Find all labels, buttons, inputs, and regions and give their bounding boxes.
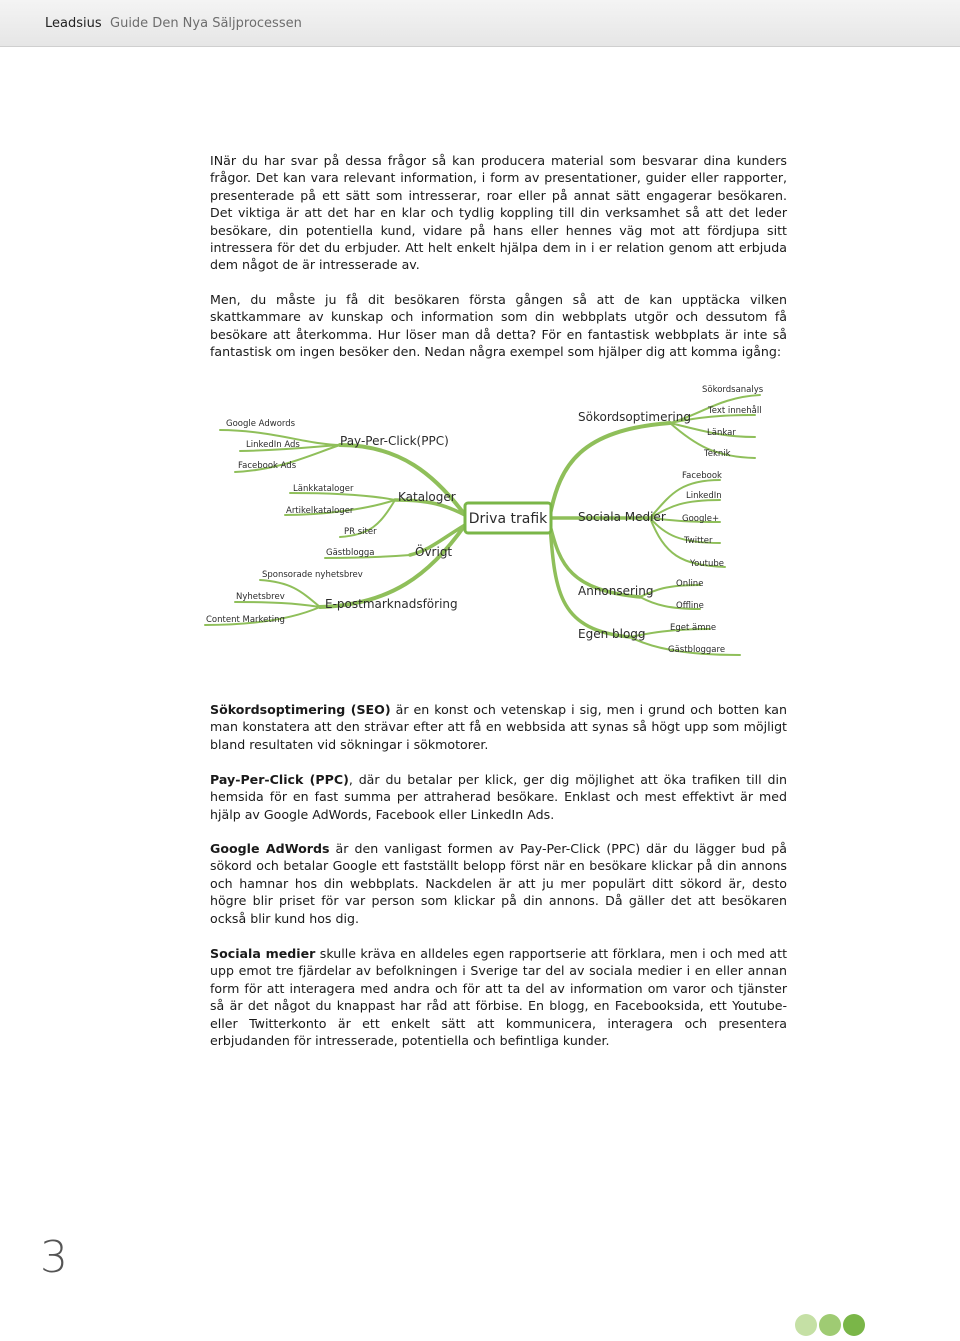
leaf-sponsorade: Sponsorade nyhetsbrev	[262, 570, 363, 580]
leaf-content-marketing: Content Marketing	[206, 615, 285, 625]
dot-dark-icon	[843, 1314, 865, 1336]
leaf-twitter: Twitter	[684, 536, 713, 546]
section-body: skulle kräva en alldeles egen rapportserie att förklara, men i och med att upp emot tre fjärdelar av befolkningen i Sverige tar del av sociala medier i en eller annan form för att interagera med andra och för att ta del av information om varor och tjänster så är det något du knappast har råd att förbise. En blogg, en Facebooksida, ett Youtube- eller Twitterkonto är ett enkelt sätt att kommunicera, interagera och presentera erbjudanden för intresserade, potentiella och befintliga kunder.	[210, 946, 788, 1049]
leaf-lankkataloger: Länkkataloger	[293, 484, 354, 494]
branch-ovrigt: Övrigt	[415, 545, 453, 559]
leaf-teknik: Teknik	[704, 449, 731, 459]
intro-paragraph-1: INär du har svar på dessa frågor så kan producera material som besvarar dina kunders frågor. Det kan vara relevant information, i form av presentationer, guider eller rapporter, presenterade på ett sätt som intresserar, roar eller på annat sätt engagerar besökaren. Det viktiga är att det har en klar och tydlig koppling till din verksamhet så att det leder besökare, din potentiella kund, vidare på hans eller hennes väg mot att fördjupa sitt intressera för det du erbjuder. Att helt enkelt hjälpa dem in i er relation genom att erbjuda dem något de är intresserade av.	[210, 153, 787, 273]
leaf-lankar: Länkar	[707, 428, 736, 438]
branch-annonsering: Annonsering	[578, 584, 654, 598]
branch-kataloger: Kataloger	[398, 490, 456, 504]
section-seo	[210, 701, 787, 753]
branch-blogg: Egen blogg	[578, 627, 646, 641]
section-adwords	[210, 840, 787, 927]
branch-sociala: Sociala Medier	[578, 510, 666, 524]
leaf-gastblogga: Gästblogga	[326, 548, 375, 558]
branch-seo: Sökordsoptimering	[578, 410, 691, 424]
mind-map	[200, 375, 780, 665]
leaf-offline: Offline	[676, 601, 704, 611]
section-ppc	[210, 771, 787, 823]
leaf-pr-siter: PR siter	[344, 527, 377, 537]
leaf-sokordsanalys: Sökordsanalys	[702, 385, 764, 395]
section-term: Sökordsoptimering (SEO)	[210, 702, 391, 717]
brand-name: Leadsius	[45, 16, 102, 31]
leaf-googleplus: Google+	[682, 514, 720, 524]
dot-light-icon	[795, 1314, 817, 1336]
section-term: Pay-Per-Click (PPC)	[210, 772, 349, 787]
leaf-online: Online	[676, 579, 704, 589]
leaf-nyhetsbrev: Nyhetsbrev	[236, 592, 285, 602]
dot-mid-icon	[819, 1314, 841, 1336]
leaf-gastbloggare: Gästbloggare	[668, 645, 726, 655]
section-body: är en konst och vetenskap i sig, men i grund och botten kan man konstatera att den strävar efter att få en webbsida att synas så högt upp som möjligt bland resultaten vid sökningar i sökmotorer.	[210, 702, 787, 752]
leaf-linkedin: LinkedIn	[686, 491, 722, 501]
leaf-text-innehall: Text innehåll	[708, 406, 762, 416]
mind-map-center: Driva trafik	[468, 511, 548, 527]
leaf-google-adwords: Google Adwords	[226, 419, 296, 429]
decorative-dots	[795, 1314, 867, 1340]
leaf-eget-amne: Eget ämne	[670, 623, 717, 633]
section-body: är den vanligast formen av Pay-Per-Click (PPC) där du lägger bud på sökord och betalar Google ett fastställt belopp först när en besökare klickar på din annons och hamnar hos din webbplats. Nackdelen är att ju mer populärt ditt sökord är, desto högre blir priset för var person som klickar på din annons. Då gäller det att besökaren också blir kund hos dig.	[210, 841, 787, 926]
section-term: Sociala medier	[210, 946, 316, 961]
leaf-youtube: Youtube	[690, 559, 724, 569]
section-term: Google AdWords	[210, 841, 330, 856]
leaf-facebook: Facebook	[682, 471, 722, 481]
leaf-facebook-ads: Facebook Ads	[238, 461, 297, 471]
page-number: 3	[40, 1232, 68, 1283]
section-sociala	[210, 945, 787, 1049]
leaf-linkedin-ads: LinkedIn Ads	[246, 440, 300, 450]
branch-ppc: Pay-Per-Click(PPC)	[340, 434, 449, 448]
section-body: , där du betalar per klick, ger dig möjlighet att öka trafiken till din hemsida för en fast summa per attraherad besökare. Enklast och mest effektivt är med hjälp av Google AdWords, Facebook eller LinkedIn Ads.	[210, 772, 787, 822]
branch-epost: E-postmarknadsföring	[325, 597, 458, 611]
page-header	[0, 0, 960, 47]
guide-title: Guide Den Nya Säljprocessen	[110, 16, 302, 31]
leaf-artikelkataloger: Artikelkataloger	[286, 506, 354, 516]
intro-paragraph-2: Men, du måste ju få dit besökaren första gången så att de kan upptäcka vilken skattkammare av kunskap och information som din webbplats utgör och dessutom få besökare att återkomma. Hur löser man då detta? För en fantastisk webbplats är inte så fantastisk om ingen besöker den. Nedan några exempel som hjälper dig att komma igång:	[210, 292, 787, 360]
